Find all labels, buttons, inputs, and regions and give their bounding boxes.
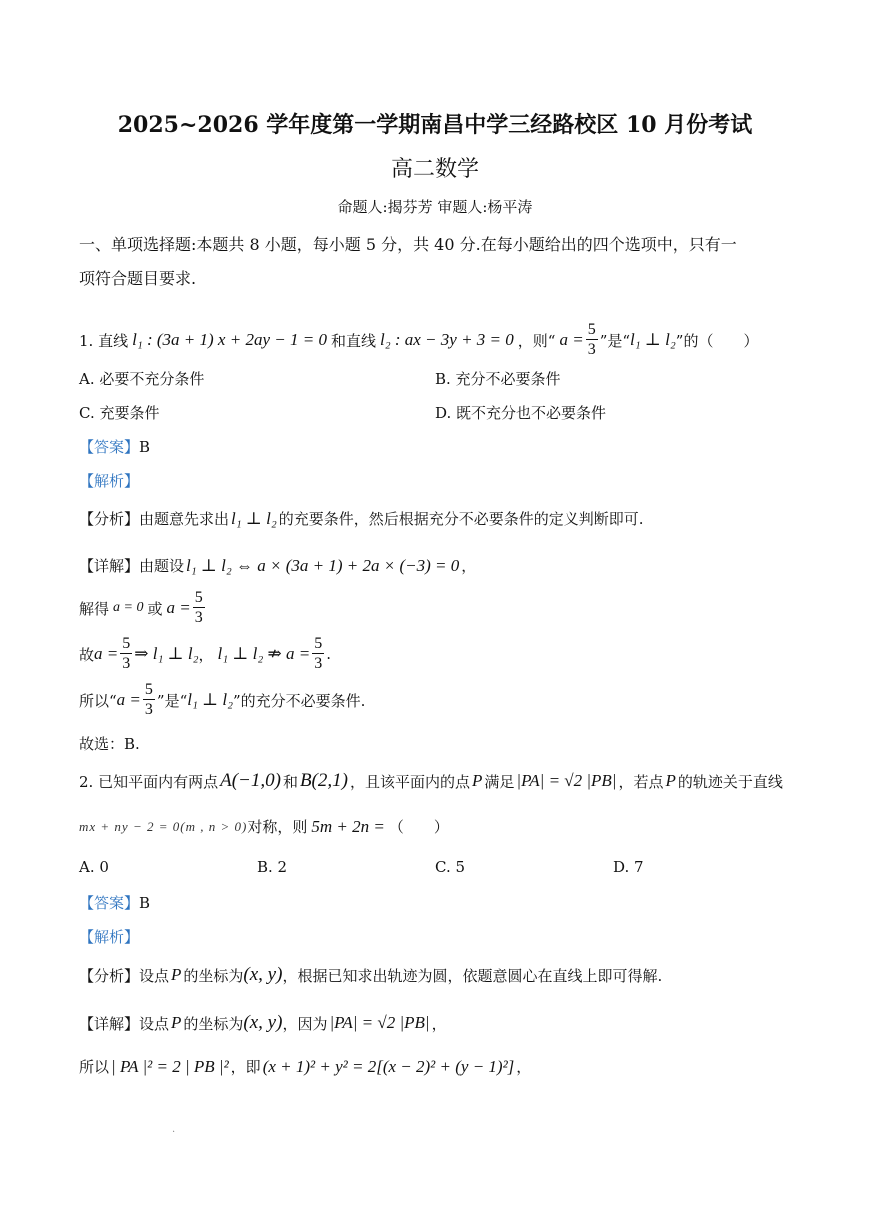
q1-so-implies: ⇒ l₁ ⊥ l₂ (134, 644, 199, 663)
q2-line2-mid: 对称，则 (247, 818, 308, 836)
q1-fenxi-pre: 【分析】由题意先求出 (79, 510, 230, 528)
q2-xj-end: ， (431, 1014, 447, 1033)
q2-so-eq1: | PA |² = 2 | PB |² (111, 1056, 229, 1076)
q1-so-a: a = (94, 644, 119, 663)
q2-line2-end: （ ） (388, 818, 449, 836)
q1-so-line (79, 636, 331, 672)
q1-solve-pre: 解得 (79, 599, 110, 618)
q2-option-b: B. 2 (257, 858, 288, 876)
q2-line1-pre: 2. 已知平面内有两点 (79, 772, 219, 791)
q2-answer (79, 892, 150, 913)
q1-conc-a: a = (116, 690, 141, 709)
q1-xiangjie-math: l₁ ⊥ l₂ ⇔ a × (3a + 1) + 2a × (−3) = 0 (186, 555, 460, 575)
q2-so-line (79, 1056, 531, 1077)
q1-solve-line (79, 590, 207, 626)
q1-line1-equation: l₁ : (3a + 1) x + 2ay − 1 = 0 (132, 330, 327, 349)
q1-cond-denominator: 3 (587, 341, 596, 358)
q2-xj-p: P (171, 1013, 182, 1032)
q1-xiangjie-end: ， (461, 557, 477, 575)
q1-fenxi (79, 508, 644, 529)
q1-conc-fraction (143, 682, 155, 718)
q1-so-denominator-2: 3 (314, 655, 323, 672)
q1-solve-denominator: 3 (194, 609, 203, 626)
q1-choose: 故选：B. (79, 735, 140, 753)
q2-so-mid: ，即 (230, 1058, 261, 1076)
q1-option-a: A. 必要不充分条件 (79, 370, 205, 388)
q1-cond-lhs: a = (559, 330, 584, 349)
q2-line1-tail: 的轨迹关于直线 (677, 772, 783, 791)
q1-solve-or: 或 (147, 599, 163, 618)
q2-point-a: A(−1,0) (220, 770, 281, 791)
q1-cond-fraction (586, 322, 598, 358)
q2-xj-cond: |PA| = √2 |PB| (329, 1013, 430, 1032)
question-2-stem-line1 (79, 770, 783, 792)
q2-fenxi-xy: (x, y) (243, 964, 283, 985)
q1-solve-fraction (193, 590, 205, 626)
q1-solve-a0: a = 0 (113, 600, 144, 615)
q1-so-comma: ， (198, 645, 214, 664)
q2-and: 和 (282, 772, 298, 791)
q1-line2-equation: l₂ : ax − 3y + 3 = 0 (379, 330, 514, 349)
question-1-stem (79, 322, 758, 358)
q1-solve-a: a = (166, 598, 191, 617)
q1-conc-numerator: 5 (144, 681, 153, 698)
q1-end: ”的（ ） (675, 331, 759, 350)
q2-xj-xy: (x, y) (243, 1012, 283, 1033)
q1-so-numerator-2: 5 (314, 635, 323, 652)
q2-fenxi-p: P (171, 965, 182, 984)
q2-expression: 5m + 2n = (311, 816, 385, 836)
q1-so-denominator: 3 (122, 655, 131, 672)
q2-point-b: B(2,1) (299, 770, 348, 791)
question-2-stem-line2 (79, 816, 449, 837)
q1-xiangjie-pre: 【详解】由题设 (79, 557, 185, 575)
q1-so-perp: l₁ ⊥ l₂ ⇏ a = (217, 644, 311, 663)
q1-then: ，则“ (517, 331, 556, 350)
q2-analysis-tag: 【解析】 (79, 928, 140, 946)
q1-fenxi-rest: 的充要条件，然后根据充分不必要条件的定义判断即可. (278, 510, 644, 528)
q1-so-fraction (120, 636, 132, 672)
q1-answer-tag: 【答案】 (79, 438, 140, 456)
q1-cond-numerator: 5 (587, 321, 596, 338)
q2-so-end: ， (516, 1058, 532, 1076)
q2-satisfy: 满足 (484, 772, 515, 791)
q1-conclusion (79, 682, 365, 718)
footer-mark: . (172, 1124, 176, 1135)
q2-xiangjie (79, 1012, 447, 1034)
q2-fenxi (79, 964, 662, 986)
q2-option-a: A. 0 (79, 858, 109, 876)
q2-fenxi-pre: 【分析】设点 (79, 966, 170, 985)
q2-fenxi-rest: ，根据已知求出轨迹为圆，依题意圆心在直线上即可得解. (282, 966, 663, 985)
q1-conc-perp: l₁ ⊥ l₂ (187, 690, 234, 709)
q1-solve-numerator: 5 (194, 589, 203, 606)
q1-conc-end: ”的充分不必要条件. (233, 691, 366, 710)
q2-answer-value: B (139, 894, 151, 912)
q1-xiangjie (79, 555, 476, 576)
q2-p2: P (665, 771, 676, 790)
q2-line1-mid: ，且该平面内的点 (349, 772, 470, 791)
section-heading-line1: 一、单项选择题:本题共 8 小题，每小题 5 分，共 40 分.在每小题给出的四个选项中，只有一 (79, 235, 737, 254)
q2-answer-tag: 【答案】 (79, 894, 140, 912)
q1-option-c: C. 充要条件 (79, 404, 160, 422)
q2-fenxi-mid: 的坐标为 (183, 966, 244, 985)
q2-xj-pre: 【详解】设点 (79, 1014, 170, 1033)
q1-analysis-tag: 【解析】 (79, 472, 140, 490)
q1-fenxi-math: l₁ ⊥ l₂ (231, 508, 277, 528)
q2-option-d: D. 7 (613, 858, 644, 876)
q1-mid: 和直线 (330, 331, 376, 350)
q1-option-b: B. 充分不必要条件 (435, 370, 561, 388)
exam-subtitle: 高二数学 (390, 157, 479, 182)
q2-xj-because: ，因为 (282, 1014, 328, 1033)
q1-conc-denominator: 3 (144, 701, 153, 718)
q1-answer (79, 436, 150, 457)
exam-title: 2025~2026 学年度第一学期南昌中学三经路校区 10 月份考试 (117, 112, 753, 138)
q2-p: P (471, 771, 483, 790)
q1-so-fraction-2 (312, 636, 324, 672)
q2-option-c: C. 5 (435, 858, 466, 876)
q1-is: ”是“ (599, 331, 631, 350)
q2-so-eq2: (x + 1)² + y² = 2[(x − 2)² + (y − 1)²] (262, 1056, 515, 1076)
q1-so-end: . (326, 645, 332, 663)
q1-pre: 1. 直线 (79, 331, 129, 350)
q1-conc-pre: 所以“ (79, 691, 117, 710)
q1-option-d: D. 既不充分也不必要条件 (435, 404, 607, 422)
exam-authors: 命题人:揭芬芳 审题人:杨平涛 (337, 198, 533, 216)
q2-xj-mid: 的坐标为 (183, 1014, 244, 1033)
q2-line-equation: mx + ny − 2 = 0(m , n > 0) (79, 818, 248, 834)
q1-conc-mid: ”是“ (156, 691, 188, 710)
q1-so-numerator: 5 (122, 635, 131, 652)
q2-line1-end: ，若点 (618, 772, 664, 791)
section-heading-line2: 项符合题目要求. (79, 269, 197, 288)
q1-so-pre: 故 (79, 645, 95, 664)
q1-answer-value: B (139, 438, 151, 456)
q2-cond: |PA| = √2 |PB| (516, 771, 617, 790)
q1-perp: l₁ ⊥ l₂ (630, 330, 676, 349)
q2-so-pre: 所以 (79, 1058, 110, 1076)
